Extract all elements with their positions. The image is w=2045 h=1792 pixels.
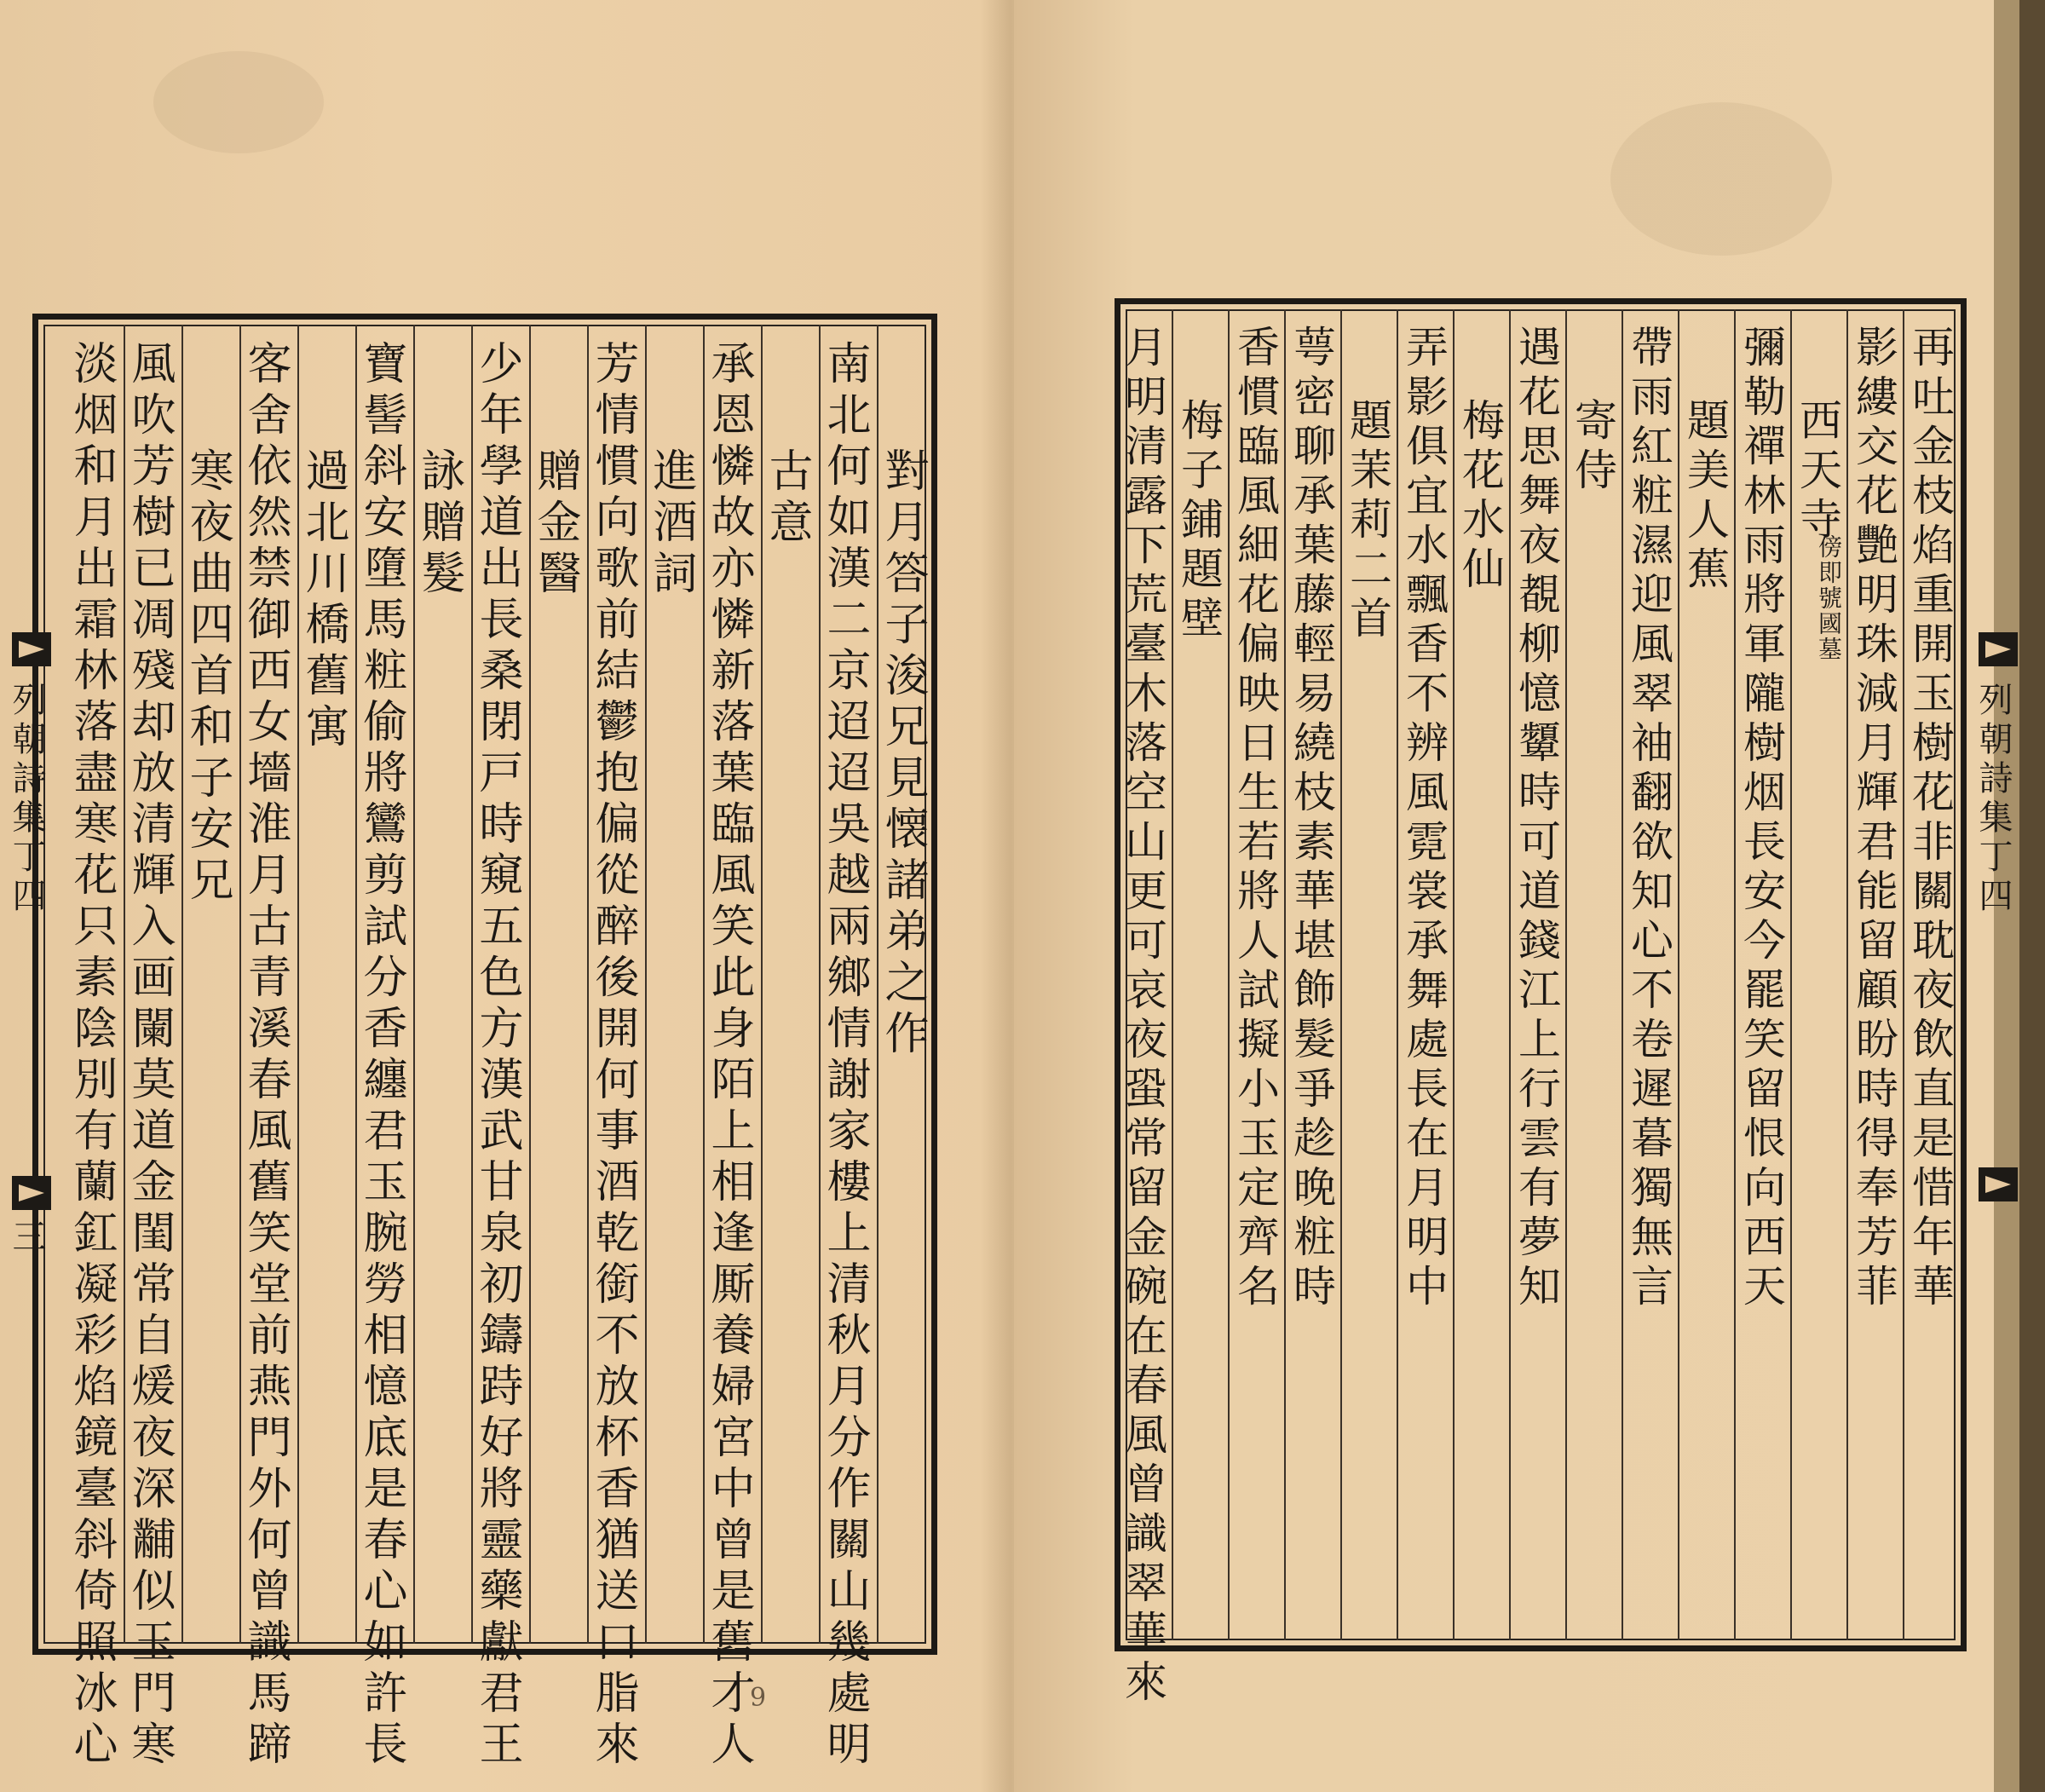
poem-title-column: 古意 <box>761 447 812 550</box>
left-leaf <box>0 0 1017 1792</box>
interlinear-note: 傍即號國墓 <box>1815 534 1843 662</box>
poem-text-column: 承恩憐故亦憐新落葉臨風笑此身陌上相逢厮養婦宮中曾是舊才人 <box>703 340 754 1772</box>
poem-text-column: 少年學道出長桑閉戸時窺五色方漢武甘泉初鑄跱好將靈藥獻君王 <box>471 340 522 1772</box>
paper-stain <box>1610 102 1832 256</box>
fish-tail-mark <box>12 632 51 666</box>
banner-title: 列朝詩集丁四 <box>7 682 46 917</box>
poem-title-column: 梅子鋪題壁 <box>1174 398 1224 645</box>
poem-text-column: 客舍依然禁御西女墻淮月古青溪春風舊笑堂前燕門外何曾識馬蹄 <box>239 340 291 1772</box>
fish-tail-mark <box>1979 1167 2018 1201</box>
poem-title-column: 過北川橋舊寓 <box>297 447 349 754</box>
fish-tail-mark <box>1979 632 2018 666</box>
poem-text-column: 香慣臨風細花偏映日生若將人試擬小玉定齊名 <box>1230 325 1280 1313</box>
poem-text-column: 彌勒禪林雨將軍隴樹烟長安今罷笑留恨向西天 <box>1737 325 1786 1313</box>
poem-text-column: 南北何如漢二京迢迢吳越兩鄉情謝家樓上清秋月分作關山幾處明 <box>819 340 870 1772</box>
poem-text-column: 弄影俱宜水飄香不辨風霓裳承舞處長在月明中 <box>1399 325 1449 1313</box>
handwritten-mark: 9 <box>750 1683 767 1713</box>
poem-text-column: 萼密聊承葉藤輕易繞枝素華堪飾髮爭趁晚粧時 <box>1287 325 1336 1313</box>
poem-text-column: 月明清露下荒臺木落空山更可哀夜蛩常留金碗在春風曾識翠華來 <box>1118 325 1167 1708</box>
poem-title-column: 西天寺 <box>1793 398 1842 546</box>
poem-title-column: 寒夜曲四首和子安兄 <box>181 447 233 908</box>
poem-text-column: 遇花思舞夜覩柳憶顰時可道錢江上行雲有夢知 <box>1512 325 1561 1313</box>
banner-page-number: 三 <box>7 1219 46 1258</box>
paper-stain <box>153 51 324 153</box>
left-text-frame <box>32 314 937 1772</box>
poem-title-column: 對月答子浚兄見懐諸弟之作 <box>877 447 928 1061</box>
poem-title-column: 贈金醫 <box>529 447 580 601</box>
poem-title-column: 題茉莉二首 <box>1343 398 1392 645</box>
poem-title-column: 進酒詞 <box>645 447 696 601</box>
fish-tail-mark <box>12 1176 51 1210</box>
poem-text-column: 風吹芳樹已凋殘却放清輝入画闌莫道金閨常自煖夜深黼似玉門寒 <box>124 340 175 1772</box>
poem-title-column: 詠贈髮 <box>413 447 464 601</box>
poem-text-column: 寶髻斜安墮馬粧偷將鸞剪試分香纏君玉腕勞相憶底是春心如許長 <box>355 340 406 1772</box>
right-leaf <box>1014 0 2019 1792</box>
banner-title: 列朝詩集丁四 <box>1973 682 2013 917</box>
poem-text-column: 芳情慣向歌前結鬱抱偏從醉後開何事酒乾銜不放杯香猶送口脂來 <box>587 340 638 1772</box>
poem-title-column: 寄侍 <box>1568 398 1617 497</box>
poem-text-column: 帶雨紅粧濕迎風翠袖翻欲知心不卷遲暮獨無言 <box>1624 325 1673 1313</box>
poem-text-column: 淡烟和月出霜林落盡寒花只素陰別有蘭釭凝彩焰鏡臺斜倚照冰心 <box>66 340 117 1772</box>
poem-title-column: 梅花水仙 <box>1455 398 1505 596</box>
poem-title-column: 題美人蕉 <box>1680 398 1730 596</box>
poem-text-column: 影縷交花艷明珠減月輝君能留顧盼時得奉芳菲 <box>1849 325 1898 1313</box>
right-text-frame <box>1115 298 1967 1708</box>
poem-text-column: 再吐金枝焰重開玉樹花非關耽夜飲直是惜年華 <box>1905 325 1955 1313</box>
